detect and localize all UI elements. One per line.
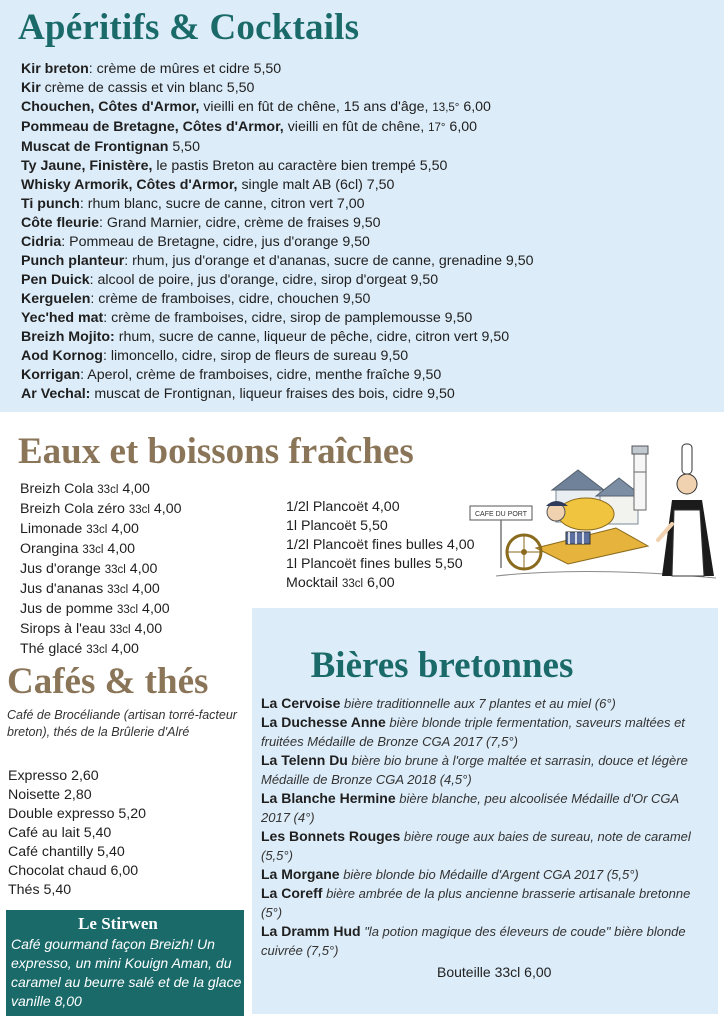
aperitif-description: vieilli en fût de chêne, <box>283 119 429 135</box>
aperitif-name: Ti punch <box>21 196 80 212</box>
aperitif-name: Korrigan <box>21 367 81 383</box>
beer-description: "la potion magique des éleveurs de coude" bière blonde cuivrée (7,5°) <box>261 924 686 958</box>
aperitif-item <box>21 60 534 79</box>
drink-size: 33cl <box>341 578 364 590</box>
beer-item <box>261 713 711 751</box>
drink-price: 4,00 <box>130 621 163 637</box>
cafe-item: Café chantilly 5,40 <box>8 844 125 860</box>
drink-item <box>20 620 182 640</box>
aperitif-description: : crème de framboises, cidre, sirop de pamplemousse 9,50 <box>103 310 473 326</box>
aperitif-item <box>21 79 534 98</box>
eaux-left-list <box>20 480 182 660</box>
drink-item <box>20 640 182 660</box>
drink-name: Orangina <box>20 541 83 557</box>
beer-name: La Blanche Hermine <box>261 790 396 806</box>
aperitif-name: Chouchen, Côtes d'Armor, <box>21 99 200 115</box>
aperitif-description: : rhum, jus d'orange et d'ananas, sucre de canne, grenadine 9,50 <box>124 253 534 269</box>
aperitif-item <box>21 138 534 157</box>
drink-price: 4,00 <box>118 481 150 497</box>
aperitif-description: : Aperol, crème de framboises, cidre, menthe fraîche 9,50 <box>80 367 442 383</box>
aperitif-description: 5,50 <box>168 139 200 155</box>
drink-item <box>286 555 475 574</box>
aperitif-name: Côte fleurie <box>21 215 100 231</box>
aperitif-name: Aod Kornog <box>21 348 103 364</box>
aperitif-item <box>21 233 534 252</box>
drink-name: Breizh Cola zéro <box>20 501 129 517</box>
drink-item <box>286 574 475 594</box>
drink-name: Breizh Cola <box>20 481 98 497</box>
drink-price: 4,00 <box>103 541 135 557</box>
drink-size: 33cl <box>117 604 139 616</box>
beer-name: La Coreff <box>261 885 323 901</box>
aperitif-item <box>21 366 534 385</box>
aperitif-description: : crème de framboises, cidre, chouchen 9,50 <box>90 291 371 307</box>
drink-price: 4,00 <box>149 501 182 517</box>
aperitif-item <box>21 309 534 328</box>
cafe-item: Thés 5,40 <box>8 882 72 898</box>
cafe-item: Café au lait 5,40 <box>8 825 112 841</box>
beer-name: La Morgane <box>261 866 340 882</box>
aperitif-description: muscat de Frontignan, liqueur fraises des bois, cidre 9,50 <box>90 386 455 402</box>
aperitif-name: Kir <box>21 80 41 96</box>
aperitif-description: single malt AB (6cl) 7,50 <box>237 177 395 193</box>
drink-size: 33cl <box>107 584 129 596</box>
beer-description: bière ambrée de la plus ancienne brasserie artisanale bretonne (5°) <box>261 886 691 920</box>
drink-name: 1l Plancoët 5,50 <box>286 518 388 534</box>
aperitif-item <box>21 157 534 176</box>
bieres-section <box>252 608 718 1014</box>
aperitif-item <box>21 271 534 290</box>
aperitif-description: crème de cassis et vin blanc 5,50 <box>40 80 255 96</box>
stirwen-box <box>6 910 244 1016</box>
aperitif-name: Muscat de Frontignan <box>21 139 169 155</box>
cafe-item: Expresso 2,60 <box>8 768 99 784</box>
drink-size: 33cl <box>128 504 150 516</box>
drink-item <box>20 540 182 560</box>
aperitif-description: : crème de mûres et cidre 5,50 <box>88 61 282 77</box>
aperitif-item <box>21 252 534 271</box>
aperitif-price: 6,00 <box>445 119 478 135</box>
drink-price: 4,00 <box>128 581 160 597</box>
drink-name: Limonade <box>20 521 87 537</box>
aperitif-name: Yec'hed mat <box>21 310 104 326</box>
drink-item <box>286 536 475 555</box>
drink-size: 33cl <box>82 544 104 556</box>
aperitif-name: Pen Duick <box>21 272 90 288</box>
beer-item <box>261 827 711 865</box>
eaux-right-list <box>286 498 475 594</box>
drink-name: Mocktail <box>286 575 342 591</box>
drink-item <box>20 520 182 540</box>
aperitif-name: Kerguelen <box>21 291 91 307</box>
cafes-title: Cafés & thés <box>7 661 209 702</box>
aperitif-description: vieilli en fût de chêne, 15 ans d'âge, <box>199 99 433 115</box>
aperitif-name: Breizh Mojito: <box>21 329 115 345</box>
aperitif-price: 6,00 <box>459 99 491 115</box>
aperitif-item <box>21 328 534 347</box>
aperitif-name: Ar Vechal: <box>21 386 91 402</box>
drink-price: 4,00 <box>125 561 158 577</box>
bouteille-price: Bouteille 33cl 6,00 <box>437 964 552 980</box>
beer-item <box>261 884 711 922</box>
stirwen-title: Le Stirwen <box>78 914 158 933</box>
aperitif-description: : alcool de poire, jus d'orange, cidre, sirop d'orgeat 9,50 <box>89 272 439 288</box>
drink-name: 1l Plancoët fines bulles 5,50 <box>286 556 463 572</box>
aperitif-item <box>21 98 534 118</box>
stirwen-description: Café gourmand façon Breizh! Un expresso, un mini Kouign Aman, du caramel au beurre salé et de la glace vanille 8,00 <box>11 936 242 1009</box>
aperitif-description: : limoncello, cidre, sirop de fleurs de sureau 9,50 <box>102 348 409 364</box>
beer-name: La Duchesse Anne <box>261 714 386 730</box>
aperitif-description: : Pommeau de Bretagne, cidre, jus d'orange 9,50 <box>61 234 370 250</box>
drink-item <box>20 600 182 620</box>
cafe-item: Chocolat chaud 6,00 <box>8 863 139 879</box>
aperitif-item <box>21 385 534 404</box>
aperitif-name: Whisky Armorik, Côtes d'Armor, <box>21 177 238 193</box>
drink-name: Jus d'orange <box>20 561 105 577</box>
bieres-title: Bières bretonnes <box>310 645 574 686</box>
drink-name: Thé glacé <box>20 641 87 657</box>
drink-size: 33cl <box>97 484 119 496</box>
aperitif-list <box>21 60 534 404</box>
drink-item <box>20 480 182 500</box>
drink-price: 6,00 <box>363 575 395 591</box>
drink-size: 33cl <box>86 644 108 656</box>
drink-price: 4,00 <box>107 521 139 537</box>
aperitifs-title: Apéritifs & Cocktails <box>18 7 360 48</box>
drink-size: 33cl <box>109 624 131 636</box>
drink-name: Jus de pomme <box>20 601 117 617</box>
cafe-item: Noisette 2,80 <box>8 787 92 803</box>
drink-size: 33cl <box>86 524 108 536</box>
aperitif-name: Pommeau de Bretagne, Côtes d'Armor, <box>21 119 284 135</box>
drink-item <box>286 498 475 517</box>
drink-price: 4,00 <box>138 601 170 617</box>
cafe-du-port-sign: CAFE DU PORT <box>475 511 527 518</box>
drink-size: 33cl <box>104 564 126 576</box>
eaux-title: Eaux et boissons fraîches <box>18 431 414 472</box>
aperitif-name: Punch planteur <box>21 253 125 269</box>
drink-item <box>20 580 182 600</box>
aperitif-description: : Grand Marnier, cidre, crème de fraises 9,50 <box>99 215 381 231</box>
cafe-item: Double expresso 5,20 <box>8 806 147 822</box>
beer-item <box>261 865 711 884</box>
drink-item <box>286 517 475 536</box>
beer-item <box>261 922 711 960</box>
cafes-list <box>8 767 146 900</box>
beer-list <box>261 694 711 960</box>
drink-name: Jus d'ananas <box>20 581 108 597</box>
beer-description: bière rouge aux baies de sureau, note de caramel (5,5°) <box>261 829 691 863</box>
drink-item <box>20 500 182 520</box>
drink-item <box>20 560 182 580</box>
beer-description: bière blonde bio Médaille d'Argent CGA 2017 (5,5°) <box>339 867 639 882</box>
beer-name: La Cervoise <box>261 695 341 711</box>
beer-item <box>261 789 711 827</box>
drink-name: 1/2l Plancoët fines bulles 4,00 <box>286 537 475 553</box>
cafes-intro: Café de Brocéliande (artisan torré-facteur breton), thés de la Brûlerie d'Alré <box>7 708 237 739</box>
beer-name: Les Bonnets Rouges <box>261 828 401 844</box>
aperitif-item <box>21 347 534 366</box>
breton-illustration <box>466 436 722 586</box>
beer-item <box>261 751 711 789</box>
drink-price: 4,00 <box>107 641 139 657</box>
aperitif-name: Cidria <box>21 234 62 250</box>
beer-description: bière bio brune à l'orge maltée et sarrasin, douce et légère Médaille de Bronze CGA 2018 (4,5°) <box>261 753 688 787</box>
aperitif-item <box>21 290 534 309</box>
aperitif-item <box>21 214 534 233</box>
beer-description: bière blonde triple fermentation, saveurs maltées et fruitées Médaille de Bronze CGA 2017 (7,5°) <box>261 715 685 749</box>
aperitif-degree: 13,5° <box>432 102 460 114</box>
drink-name: Sirops à l'eau <box>20 621 110 637</box>
aperitif-description: : rhum blanc, sucre de canne, citron vert 7,00 <box>79 196 365 212</box>
beer-description: bière traditionnelle aux 7 plantes et au miel (6°) <box>340 696 616 711</box>
aperitif-description: le pastis Breton au caractère bien trempé 5,50 <box>152 158 448 174</box>
aperitif-item <box>21 118 534 138</box>
beer-description: bière blanche, peu alcoolisée Médaille d'Or CGA 2017 (4°) <box>261 791 679 825</box>
aperitif-name: Ty Jaune, Finistère, <box>21 158 153 174</box>
beer-name: La Telenn Du <box>261 752 348 768</box>
aperitif-item <box>21 176 534 195</box>
aperitif-name: Kir breton <box>21 61 89 77</box>
aperitifs-section <box>0 0 724 412</box>
aperitif-item <box>21 195 534 214</box>
beer-name: La Dramm Hud <box>261 923 361 939</box>
aperitif-degree: 17° <box>428 122 446 134</box>
beer-item <box>261 694 711 713</box>
drink-name: 1/2l Plancoët 4,00 <box>286 499 400 515</box>
aperitif-description: rhum, sucre de canne, liqueur de pêche, cidre, citron vert 9,50 <box>114 329 510 345</box>
